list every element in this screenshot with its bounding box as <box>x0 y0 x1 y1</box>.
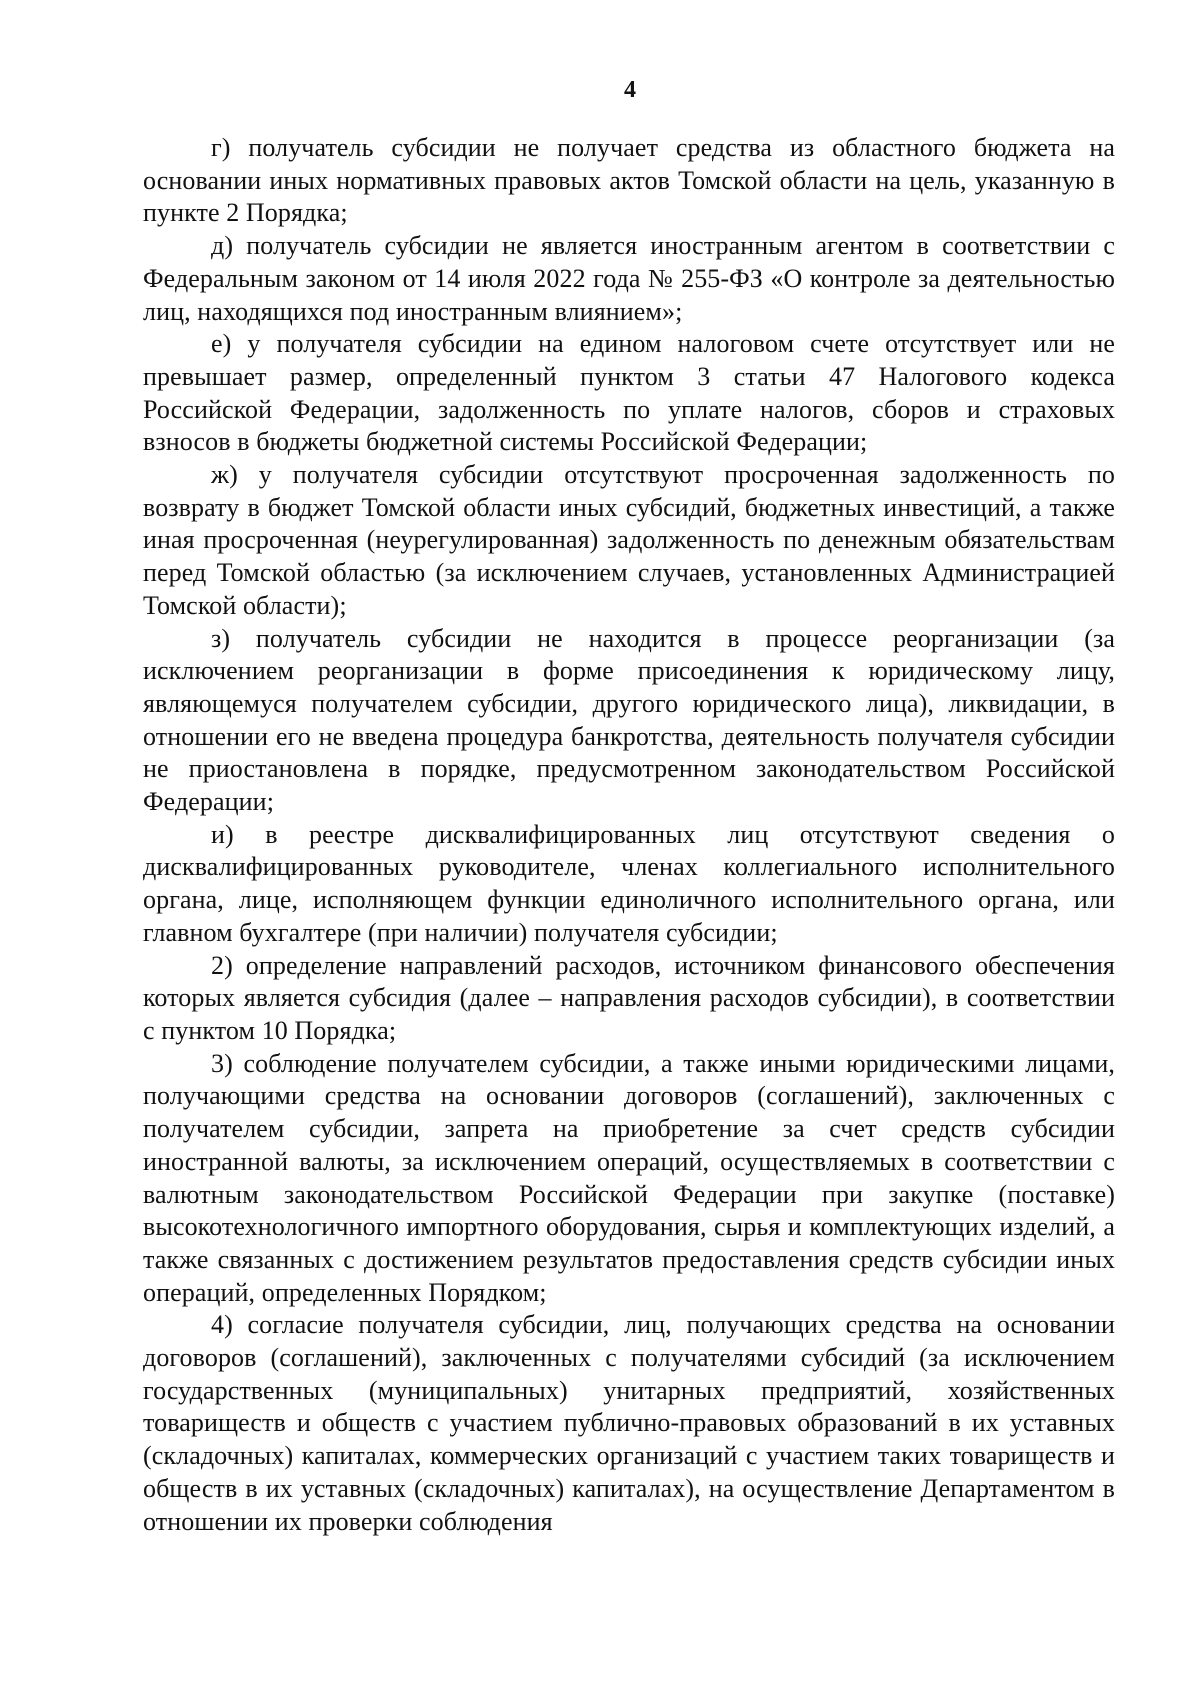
paragraph-e: е) у получателя субсидии на едином налоговом счете отсутствует или не превышает размер, определенный пунктом 3 статьи 47 Налогового кодекса Российской Федерации, задолженность по уплате налогов, сборов и страховых взносов в бюджеты бюджетной системы Российской Федерации; <box>143 329 1115 457</box>
page-number: 4 <box>624 77 636 103</box>
paragraph-item-3: 3) соблюдение получателем субсидии, а также иными юридическими лицами, получающими средства на основании договоров (соглашений), заключенных с получателем субсидии, запрета на приобретение за счет средств субсидии иностранной валюты, за исключением операций, осуществляемых в соответствии с валютным законодательством Российской Федерации при закупке (поставке) высокотехнологичного импортного оборудования, сырья и комплектующих изделий, а также связанных с достижением результатов предоставления средств субсидии иных операций, определенных Порядком; <box>143 1048 1115 1307</box>
paragraph-g: г) получатель субсидии не получает средства из областного бюджета на основании иных нормативных правовых актов Томской области на цель, указанную в пункте 2 Порядка; <box>143 133 1115 228</box>
paragraph-zh: ж) у получателя субсидии отсутствуют просроченная задолженность по возврату в бюджет Томской области иных субсидий, бюджетных инвестиций, а также иная просроченная (неурегулированная) задолженность по денежным обязательствам перед Томской областью (за исключением случаев, установленных Администрацией Томской области); <box>143 460 1115 620</box>
document-body <box>143 132 1115 1538</box>
paragraph-d: д) получатель субсидии не является иностранным агентом в соответствии с Федеральным законом от 14 июля 2022 года № 255-ФЗ «О контроле за деятельностью лиц, находящихся под иностранным влиянием»; <box>143 231 1115 326</box>
paragraph-item-4: 4) согласие получателя субсидии, лиц, получающих средства на основании договоров (соглашений), заключенных с получателями субсидий (за исключением государственных (муниципальных) унитарных предприятий, хозяйственных товариществ и обществ с участием публично-правовых образований в их уставных (складочных) капиталах, коммерческих организаций с участием таких товариществ и обществ в их уставных (складочных) капиталах), на осуществление Департаментом в отношении их проверки соблюдения <box>143 1310 1115 1536</box>
paragraph-z: з) получатель субсидии не находится в процессе реорганизации (за исключением реорганизации в форме присоединения к юридическому лицу, являющемуся получателем субсидии, другого юридического лица), ликвидации, в отношении его не введена процедура банкротства, деятельность получателя субсидии не приостановлена в порядке, предусмотренном законодательством Российской Федерации; <box>143 623 1115 817</box>
paragraph-item-2: 2) определение направлений расходов, источником финансового обеспечения которых является субсидия (далее – направления расходов субсидии), в соответствии с пунктом 10 Порядка; <box>143 950 1115 1045</box>
paragraph-i: и) в реестре дисквалифицированных лиц отсутствуют сведения о дисквалифицированных руководителе, членах коллегиального исполнительного органа, лице, исполняющем функции единоличного исполнительного органа, или главном бухгалтере (при наличии) получателя субсидии; <box>143 819 1115 947</box>
